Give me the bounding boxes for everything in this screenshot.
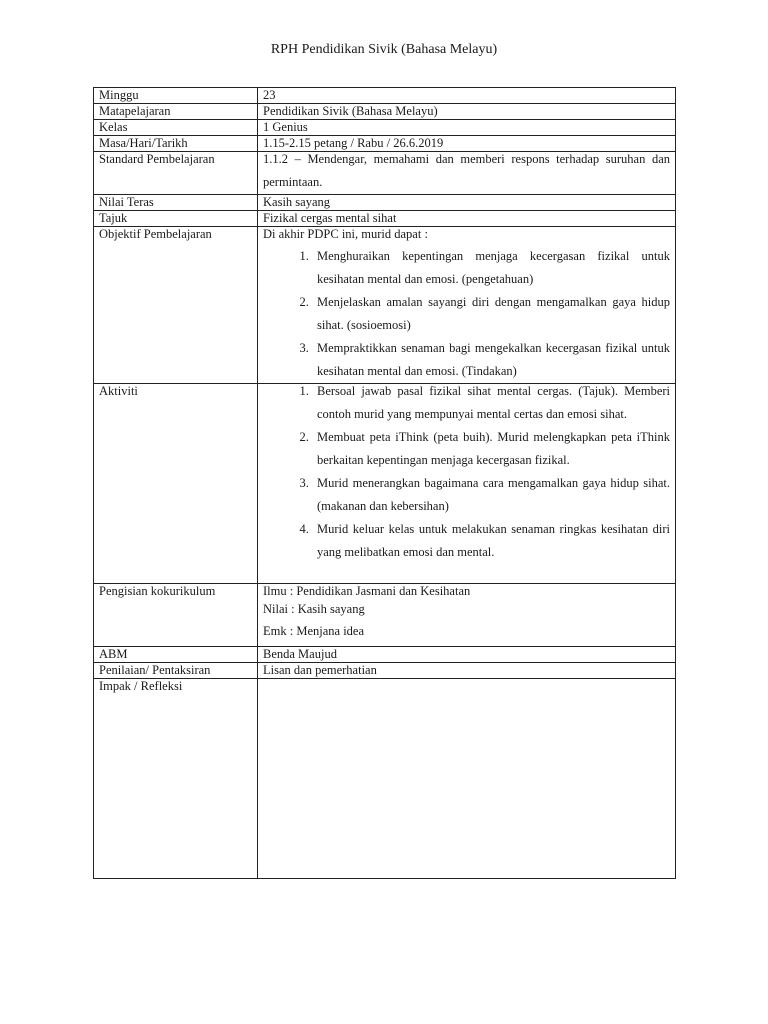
label-matapelajaran: Matapelajaran	[94, 104, 258, 120]
table-row-kokurikulum	[94, 584, 676, 647]
list-item: 1. Bersoal jawab pasal fizikal sihat mental cergas. (Tajuk). Memberi contoh murid yang mempunyai mental certas dan emosi sihat.	[312, 380, 670, 426]
label-minggu: Minggu	[94, 88, 258, 104]
value-nilai-teras: Kasih sayang	[258, 195, 676, 211]
label-impak: Impak / Refleksi	[94, 679, 258, 879]
kokurikulum-emk: Emk : Menjana idea	[263, 624, 365, 638]
table-row-aktiviti	[94, 384, 676, 584]
label-objektif: Objektif Pembelajaran	[94, 227, 258, 384]
list-item: 2. Membuat peta iThink (peta buih). Murid melengkapkan peta iThink berkaitan kepentingan menjaga kecergasan fizikal.	[312, 426, 670, 472]
label-standard: Standard Pembelajaran	[94, 152, 258, 195]
value-abm: Benda Maujud	[258, 647, 676, 663]
label-kokurikulum: Pengisian kokurikulum	[94, 584, 258, 647]
table-row-standard	[94, 152, 676, 195]
value-minggu: 23	[258, 88, 676, 104]
value-standard: 1.1.2 – Mendengar, memahami dan memberi respons terhadap suruhan dan permintaan.	[263, 152, 670, 189]
list-item: 4. Murid keluar kelas untuk melakukan senaman ringkas kesihatan diri yang melibatkan emosi dan mental.	[312, 518, 670, 564]
kokurikulum-nilai: Nilai : Kasih sayang	[263, 602, 365, 616]
list-item: 3. Murid menerangkan bagaimana cara mengamalkan gaya hidup sihat. (makanan dan kebersihan)	[312, 472, 670, 518]
value-tajuk: Fizikal cergas mental sihat	[258, 211, 676, 227]
label-penilaian: Penilaian/ Pentaksiran	[94, 663, 258, 679]
table-row-matapelajaran	[94, 104, 676, 120]
page-title: RPH Pendidikan Sivik (Bahasa Melayu)	[270, 42, 498, 57]
value-impak	[258, 679, 676, 879]
list-item: 1. Menghuraikan kepentingan menjaga kecergasan fizikal untuk kesihatan mental dan emosi. (pengetahuan)	[312, 245, 670, 291]
value-penilaian: Lisan dan pemerhatian	[258, 663, 676, 679]
table-row-penilaian	[94, 663, 676, 679]
table-row-impak	[94, 679, 676, 879]
lesson-plan-table	[93, 87, 676, 879]
objektif-list	[263, 245, 670, 383]
table-row-kelas	[94, 120, 676, 136]
table-row-nilai-teras	[94, 195, 676, 211]
objektif-intro: Di akhir PDPC ini, murid dapat :	[263, 227, 428, 241]
list-item: 2. Menjelaskan amalan sayangi diri dengan mengamalkan gaya hidup sihat. (sosioemosi)	[312, 291, 670, 337]
kokurikulum-ilmu: Ilmu : Pendidikan Jasmani dan Kesihatan	[263, 584, 471, 598]
table-row-abm	[94, 647, 676, 663]
label-aktiviti: Aktiviti	[94, 384, 258, 584]
table-row-objektif	[94, 227, 676, 384]
value-kelas: 1 Genius	[258, 120, 676, 136]
value-matapelajaran: Pendidikan Sivik (Bahasa Melayu)	[258, 104, 676, 120]
label-tajuk: Tajuk	[94, 211, 258, 227]
value-masa: 1.15-2.15 petang / Rabu / 26.6.2019	[258, 136, 676, 152]
aktiviti-list	[263, 380, 670, 564]
label-abm: ABM	[94, 647, 258, 663]
table-row-tajuk	[94, 211, 676, 227]
list-item: 3. Mempraktikkan senaman bagi mengekalkan kecergasan fizikal untuk kesihatan mental dan emosi. (Tindakan)	[312, 337, 670, 383]
label-masa: Masa/Hari/Tarikh	[94, 136, 258, 152]
label-nilai-teras: Nilai Teras	[94, 195, 258, 211]
table-row-minggu	[94, 88, 676, 104]
label-kelas: Kelas	[94, 120, 258, 136]
